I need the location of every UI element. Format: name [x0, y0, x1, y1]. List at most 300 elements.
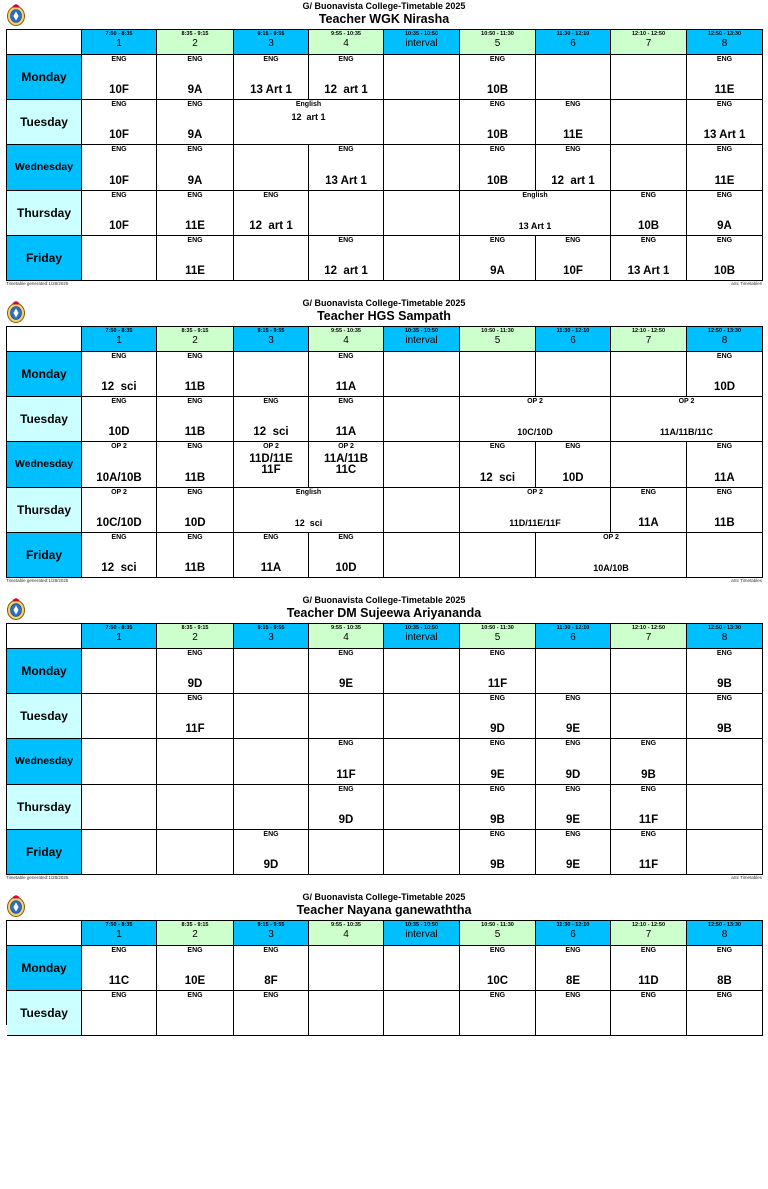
period-header — [234, 921, 309, 946]
empty-slot — [82, 830, 157, 875]
lesson-subject: ENG — [187, 947, 203, 954]
period-time: 9:15 - 9:55 — [257, 922, 285, 928]
period-number: 8 — [721, 632, 728, 643]
empty-slot — [309, 946, 384, 991]
lesson-subject: ENG — [716, 992, 733, 1000]
lesson-cell — [460, 191, 611, 236]
lesson-subject: ENG — [489, 56, 506, 63]
footer-software: aSc Timetables — [731, 875, 762, 880]
lesson-cell — [157, 397, 234, 442]
lesson-subject: ENG — [565, 830, 581, 838]
lesson-cell — [309, 55, 384, 100]
period-time: 12:10 - 12:50 — [631, 31, 666, 37]
lesson-cell — [157, 100, 234, 145]
period-time: 10:50 - 11:30 — [481, 31, 514, 37]
lesson-class: 10C/10D — [96, 516, 142, 529]
period-time: 9:15 - 9:55 — [257, 31, 285, 37]
period-time: 7:50 - 8:35 — [105, 625, 133, 631]
day-label: Tuesday — [7, 694, 82, 739]
lesson-class: 8E — [565, 975, 581, 988]
day-label: Friday — [7, 830, 82, 875]
empty-slot — [384, 488, 460, 533]
empty-slot — [687, 533, 763, 578]
empty-slot — [309, 694, 384, 739]
empty-slot — [536, 352, 611, 397]
empty-slot — [234, 649, 309, 694]
lesson-subject: OP 2 — [111, 488, 127, 496]
lesson-class: 11E — [714, 174, 735, 187]
lesson-class: 10F — [109, 129, 129, 142]
timetable-block — [0, 0, 768, 298]
lesson-class: 11E — [185, 264, 205, 277]
period-number: 7 — [645, 38, 652, 49]
lesson-subject: ENG — [263, 398, 279, 406]
period-header — [536, 921, 611, 946]
lesson-cell — [309, 236, 384, 281]
lesson-cell — [157, 946, 234, 991]
lesson-subject: ENG — [263, 533, 279, 541]
empty-slot — [687, 739, 763, 784]
empty-slot — [611, 145, 687, 190]
lesson-class: 11A/11B/11C — [659, 427, 714, 438]
lesson-cell — [309, 649, 384, 694]
lesson-class: 10C — [486, 975, 509, 988]
period-time: 10:35 - 10:50 — [404, 31, 439, 37]
lesson-subject: OP 2 — [111, 443, 127, 451]
corner-cell — [7, 624, 82, 649]
lesson-class: 9A — [187, 129, 203, 142]
lesson-cell — [536, 946, 611, 991]
period-number: 2 — [192, 335, 198, 346]
lesson-cell — [460, 442, 536, 487]
lesson-subject: ENG — [489, 443, 506, 451]
lesson-class: 11E — [714, 84, 735, 97]
empty-slot — [309, 991, 384, 1036]
lesson-cell — [82, 442, 157, 487]
lesson-cell — [611, 191, 687, 236]
lesson-subject: OP 2 — [338, 443, 354, 451]
empty-slot — [234, 785, 309, 830]
lesson-cell — [687, 100, 763, 145]
lesson-subject: ENG — [640, 740, 657, 748]
lesson-cell — [82, 991, 157, 1036]
lesson-subject: ENG — [187, 236, 203, 244]
lesson-subject: ENG — [640, 488, 657, 496]
lesson-cell — [536, 785, 611, 830]
period-header — [460, 327, 536, 352]
empty-slot — [157, 830, 234, 875]
lesson-class: 11F — [638, 813, 659, 826]
period-number: 6 — [570, 38, 576, 49]
lesson-subject: ENG — [187, 695, 203, 703]
lesson-subject: ENG — [111, 353, 127, 360]
lesson-subject: ENG — [111, 191, 127, 199]
lesson-subject: ENG — [187, 992, 203, 1000]
lesson-subject: ENG — [716, 236, 733, 244]
period-header — [687, 921, 763, 946]
lesson-subject: ENG — [187, 443, 203, 451]
period-header — [384, 30, 460, 55]
period-time: 9:15 - 9:55 — [257, 328, 285, 334]
lesson-cell — [460, 694, 536, 739]
lesson-class: 11A — [260, 561, 282, 574]
day-label: Wednesday — [7, 145, 82, 190]
period-time: 9:55 - 10:35 — [331, 922, 361, 928]
lesson-cell — [536, 100, 611, 145]
lesson-cell — [611, 488, 687, 533]
period-time: 11:30 - 12:10 — [556, 625, 590, 631]
lesson-subject: ENG — [565, 443, 581, 451]
lesson-class: 9A — [187, 84, 203, 97]
lesson-cell — [309, 352, 384, 397]
lesson-cell — [82, 397, 157, 442]
lesson-cell — [611, 946, 687, 991]
lesson-subject: ENG — [263, 56, 279, 63]
period-header — [687, 327, 763, 352]
lesson-cell — [82, 145, 157, 190]
period-time: 11:30 - 12:10 — [556, 31, 590, 37]
lesson-subject: ENG — [716, 947, 733, 954]
empty-slot — [611, 55, 687, 100]
day-label: Tuesday — [7, 397, 82, 442]
lesson-class: 11C — [108, 975, 130, 988]
period-header — [611, 921, 687, 946]
lesson-class: 9B — [641, 768, 656, 781]
empty-slot — [384, 533, 460, 578]
lesson-class: 10D — [108, 426, 130, 439]
period-number: 5 — [494, 335, 501, 346]
lesson-cell — [536, 145, 611, 190]
lesson-class: 9A — [187, 174, 203, 187]
empty-slot — [611, 649, 687, 694]
college-title: G/ Buonavista College-Timetable 2025 — [302, 298, 466, 308]
lesson-cell — [157, 442, 234, 487]
period-time: 12:50 - 13:30 — [707, 625, 742, 631]
lesson-cell — [82, 100, 157, 145]
lesson-cell — [611, 830, 687, 875]
lesson-subject: ENG — [338, 236, 354, 244]
lesson-class: 13 Art 1 — [703, 129, 746, 142]
lesson-cell — [536, 830, 611, 875]
period-time: 8:35 - 9:15 — [181, 328, 209, 334]
period-number: 8 — [721, 335, 728, 346]
period-time: 7:50 - 8:35 — [105, 328, 133, 334]
lesson-subject: ENG — [716, 488, 733, 496]
lesson-cell — [687, 191, 763, 236]
period-header — [611, 327, 687, 352]
period-header — [309, 30, 384, 55]
period-time: 7:50 - 8:35 — [105, 922, 133, 928]
period-header — [687, 624, 763, 649]
empty-slot — [234, 739, 309, 784]
lesson-subject: ENG — [716, 146, 733, 154]
lesson-class: 13 Art 1 — [518, 220, 552, 231]
lesson-class: 11A — [335, 426, 357, 439]
period-header — [460, 30, 536, 55]
lesson-subject: ENG — [187, 488, 203, 496]
lesson-cell — [687, 55, 763, 100]
lesson-cell — [460, 830, 536, 875]
period-number: 7 — [645, 632, 652, 643]
teacher-name: Teacher HGS Sampath — [317, 309, 451, 323]
lesson-subject: ENG — [111, 947, 127, 954]
lesson-cell — [687, 442, 763, 487]
period-number: 7 — [645, 929, 652, 940]
period-number: 4 — [343, 632, 349, 643]
empty-slot — [384, 55, 460, 100]
period-header — [309, 921, 384, 946]
period-time: 8:35 - 9:15 — [181, 922, 209, 928]
footer-software: aSc Timetables — [731, 281, 762, 286]
lesson-cell — [460, 739, 536, 784]
lesson-cell — [157, 236, 234, 281]
empty-slot — [384, 352, 460, 397]
period-header — [157, 624, 234, 649]
period-header — [460, 921, 536, 946]
lesson-subject: ENG — [489, 947, 506, 954]
lesson-class: 9D — [338, 813, 354, 826]
lesson-cell — [536, 442, 611, 487]
period-number: 6 — [570, 632, 576, 643]
lesson-class: 11A/11B 11C — [323, 453, 369, 477]
lesson-subject: ENG — [716, 650, 733, 657]
period-number: 5 — [494, 632, 501, 643]
empty-slot — [460, 352, 536, 397]
footer-generated: Timetable generated:1/28/2025 — [6, 281, 69, 286]
lesson-class: 11A — [638, 516, 659, 529]
period-number: 1 — [116, 929, 122, 940]
lesson-cell — [687, 694, 763, 739]
period-time: 9:15 - 9:55 — [257, 625, 285, 631]
lesson-cell — [460, 488, 611, 533]
lesson-cell — [157, 991, 234, 1036]
period-time: 12:10 - 12:50 — [631, 625, 666, 631]
period-header — [384, 327, 460, 352]
day-label: Monday — [7, 649, 82, 694]
period-header — [234, 30, 309, 55]
lesson-subject: ENG — [338, 533, 354, 541]
lesson-class: 9A — [717, 219, 732, 232]
lesson-cell — [82, 55, 157, 100]
period-header — [157, 921, 234, 946]
empty-slot — [384, 694, 460, 739]
period-header — [384, 624, 460, 649]
lesson-class: 9B — [717, 678, 732, 691]
lesson-cell — [234, 100, 384, 145]
period-header — [157, 327, 234, 352]
day-label: Tuesday — [7, 991, 82, 1036]
lesson-subject: ENG — [187, 56, 203, 63]
lesson-cell — [234, 191, 309, 236]
lesson-cell — [536, 236, 611, 281]
lesson-class: 11B — [184, 426, 206, 439]
period-number: interval — [405, 929, 438, 940]
period-header — [309, 327, 384, 352]
lesson-cell — [157, 694, 234, 739]
timetable-grid — [6, 29, 763, 281]
lesson-cell — [157, 55, 234, 100]
lesson-subject: ENG — [187, 533, 203, 541]
lesson-class: 10F — [563, 264, 583, 277]
lesson-cell — [309, 145, 384, 190]
lesson-cell — [309, 739, 384, 784]
lesson-cell — [82, 488, 157, 533]
day-label: Monday — [7, 352, 82, 397]
lesson-subject: OP 2 — [527, 398, 543, 406]
lesson-cell — [536, 739, 611, 784]
empty-slot — [384, 397, 460, 442]
lesson-cell — [460, 991, 536, 1036]
period-time: 10:35 - 10:50 — [404, 922, 439, 928]
lesson-subject: ENG — [640, 947, 657, 954]
period-time: 8:35 - 9:15 — [181, 31, 209, 37]
lesson-cell — [460, 145, 536, 190]
lesson-subject: ENG — [111, 101, 127, 109]
lesson-subject: ENG — [640, 236, 657, 244]
period-header — [157, 30, 234, 55]
period-number: 3 — [268, 335, 274, 346]
period-number: interval — [405, 335, 438, 346]
lesson-class: 10D — [562, 471, 584, 484]
lesson-class: 9D — [263, 858, 279, 871]
lesson-cell — [687, 488, 763, 533]
lesson-cell — [687, 649, 763, 694]
lesson-class: 10B — [713, 264, 736, 277]
period-header — [611, 30, 687, 55]
timetable-block — [0, 297, 768, 595]
lesson-class: 10A/10B — [96, 471, 142, 484]
lesson-class: 8B — [717, 975, 732, 988]
lesson-subject: ENG — [338, 740, 354, 748]
empty-slot — [157, 739, 234, 784]
lesson-subject: ENG — [565, 146, 581, 154]
lesson-class: 9B — [717, 723, 732, 736]
corner-cell — [7, 921, 82, 946]
empty-slot — [611, 442, 687, 487]
empty-slot — [687, 785, 763, 830]
college-title: G/ Buonavista College-Timetable 2025 — [302, 595, 466, 605]
empty-slot — [384, 442, 460, 487]
lesson-subject: ENG — [263, 992, 279, 1000]
lesson-class: 8F — [264, 975, 278, 988]
period-time: 10:50 - 11:30 — [481, 922, 514, 928]
footer-software: aSc Timetables — [731, 578, 762, 583]
lesson-class: 9D — [490, 723, 505, 736]
period-number: 7 — [645, 335, 652, 346]
period-time: 11:30 - 12:10 — [556, 328, 590, 334]
lesson-subject: ENG — [187, 191, 203, 199]
lesson-cell — [460, 946, 536, 991]
lesson-class: 11A — [335, 381, 357, 394]
day-label: Thursday — [7, 488, 82, 533]
period-number: 2 — [192, 929, 198, 940]
lesson-cell — [687, 236, 763, 281]
lesson-subject: ENG — [187, 353, 203, 360]
empty-slot — [82, 785, 157, 830]
period-time: 10:35 - 10:50 — [404, 328, 439, 334]
empty-slot — [536, 55, 611, 100]
lesson-class: 12 sci — [294, 517, 323, 528]
lesson-class: 13 Art 1 — [627, 264, 670, 277]
lesson-subject: ENG — [338, 353, 354, 360]
empty-slot — [384, 100, 460, 145]
lesson-cell — [611, 236, 687, 281]
lesson-cell — [460, 649, 536, 694]
lesson-class: 9E — [490, 768, 505, 781]
lesson-class: 12 sci — [479, 471, 516, 484]
lesson-cell — [309, 397, 384, 442]
period-header — [234, 624, 309, 649]
lesson-class: 11B — [184, 561, 206, 574]
lesson-cell — [536, 991, 611, 1036]
lesson-class: 9E — [565, 858, 581, 871]
period-number: 6 — [570, 929, 576, 940]
lesson-class: 11F — [336, 768, 356, 781]
lesson-class: 9A — [490, 264, 505, 277]
period-time: 9:55 - 10:35 — [331, 31, 361, 37]
lesson-class: 11F — [638, 858, 659, 871]
lesson-class: 10E — [184, 975, 206, 988]
period-number: 1 — [116, 335, 122, 346]
empty-slot — [234, 236, 309, 281]
period-header — [384, 921, 460, 946]
lesson-class: 11B — [184, 381, 206, 394]
lesson-class: 10B — [486, 174, 509, 187]
period-header — [460, 624, 536, 649]
lesson-subject: ENG — [111, 533, 127, 541]
lesson-cell — [460, 100, 536, 145]
lesson-subject: ENG — [489, 830, 506, 838]
lesson-subject: ENG — [640, 992, 657, 1000]
empty-slot — [687, 830, 763, 875]
period-number: 3 — [268, 632, 274, 643]
empty-slot — [611, 352, 687, 397]
period-number: 6 — [570, 335, 576, 346]
lesson-class: 12 art 1 — [324, 84, 368, 97]
period-header — [82, 30, 157, 55]
lesson-subject: ENG — [111, 146, 127, 154]
empty-slot — [234, 352, 309, 397]
lesson-subject: ENG — [111, 992, 127, 1000]
lesson-class: 10D — [335, 561, 357, 574]
lesson-subject: ENG — [565, 740, 581, 748]
lesson-class: 10B — [486, 84, 509, 97]
lesson-subject: ENG — [338, 56, 354, 63]
lesson-class: 11B — [184, 471, 206, 484]
lesson-class: 11F — [185, 723, 205, 736]
empty-slot — [384, 785, 460, 830]
period-header — [82, 624, 157, 649]
period-number: 5 — [494, 929, 501, 940]
lesson-subject: ENG — [716, 101, 733, 109]
empty-slot — [384, 946, 460, 991]
period-header — [234, 327, 309, 352]
day-label: Friday — [7, 236, 82, 281]
lesson-class: 11D/11E 11F — [249, 453, 293, 477]
period-header — [536, 30, 611, 55]
period-number: 4 — [343, 335, 349, 346]
empty-slot — [384, 739, 460, 784]
period-header — [82, 921, 157, 946]
lesson-class: 10A/10B — [593, 562, 629, 573]
lesson-class: 11E — [563, 129, 583, 142]
lesson-subject: ENG — [263, 947, 279, 954]
lesson-cell — [460, 236, 536, 281]
period-header — [309, 624, 384, 649]
lesson-subject: English — [295, 101, 322, 109]
empty-slot — [234, 694, 309, 739]
lesson-subject: ENG — [716, 191, 733, 199]
